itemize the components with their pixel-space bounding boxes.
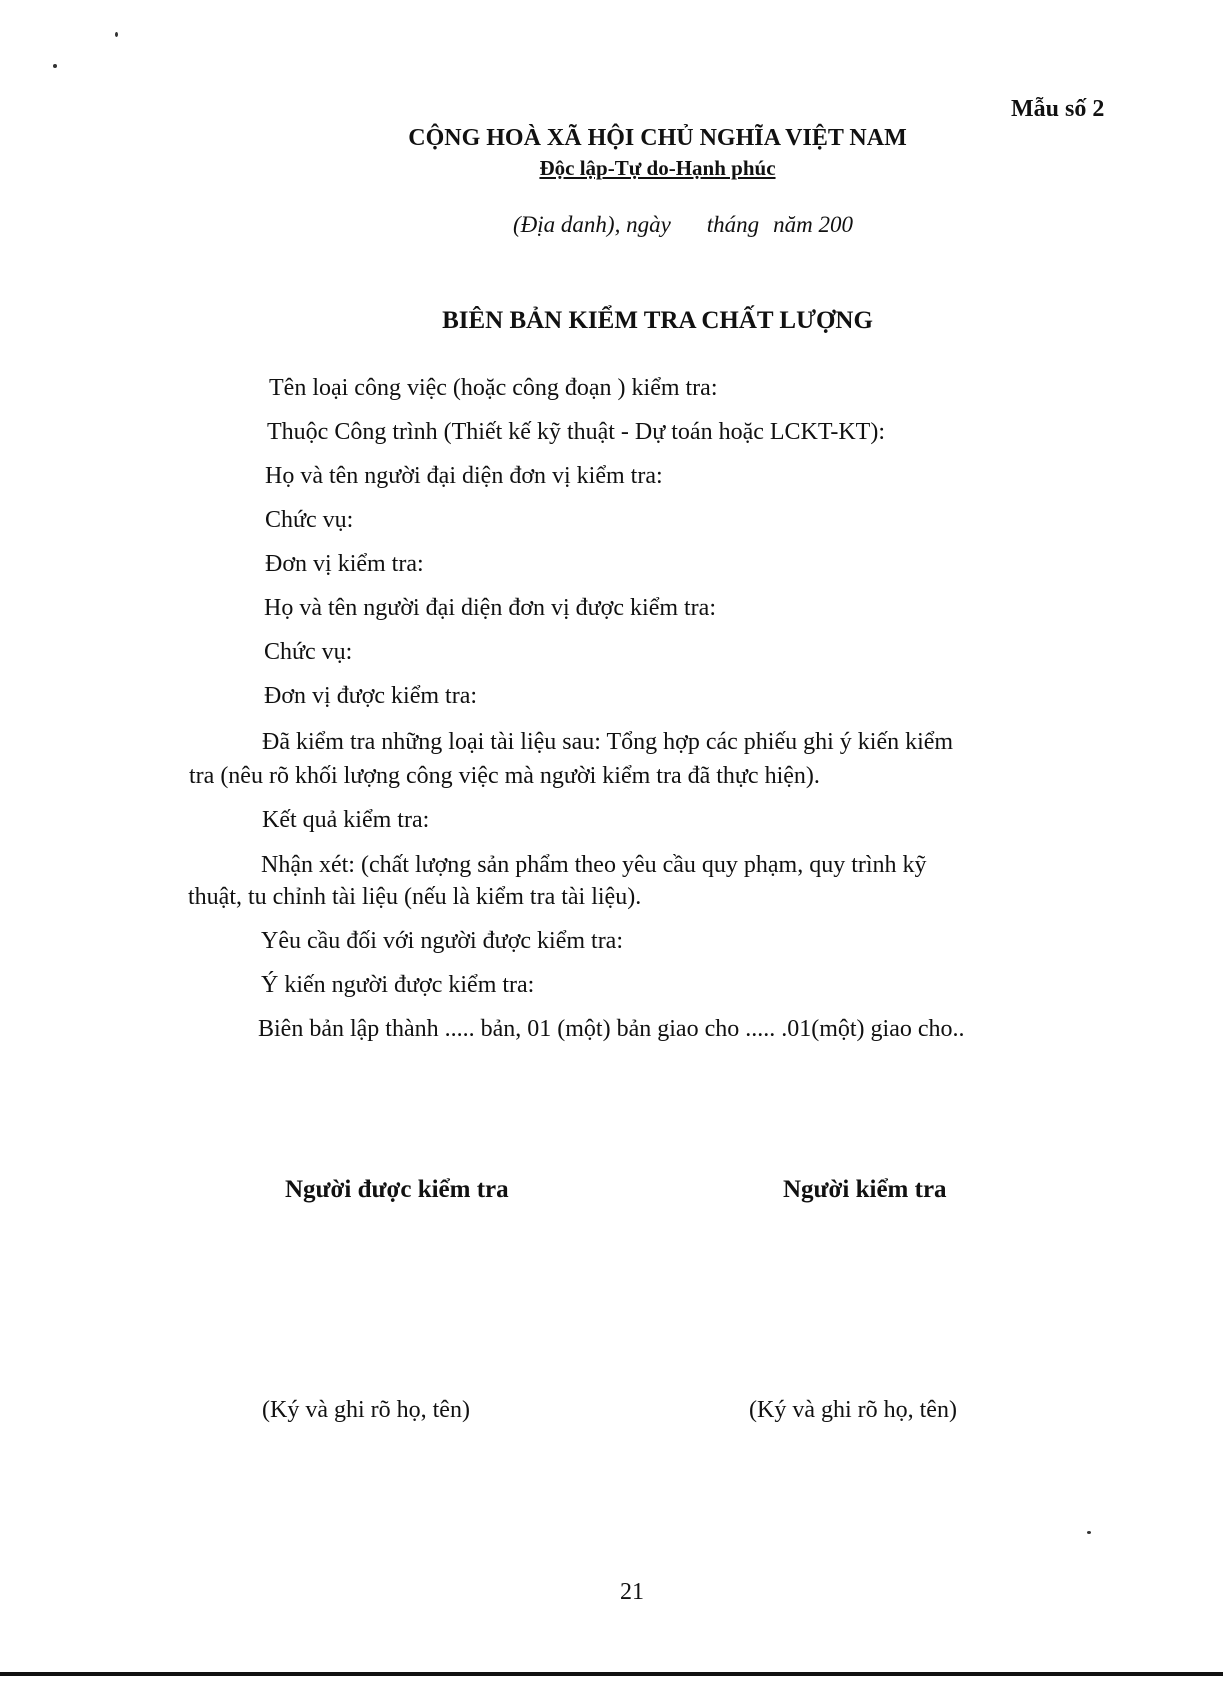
field-documents-line2: tra (nêu rõ khối lượng công việc mà người kiểm tra đã thực hiện). bbox=[189, 763, 820, 789]
field-requirements: Yêu cầu đối với người được kiểm tra: bbox=[261, 928, 624, 954]
page-number: 21 bbox=[620, 1579, 644, 1605]
form-number: Mẫu số 2 bbox=[1011, 96, 1105, 122]
signature-note-inspected: (Ký và ghi rõ họ, tên) bbox=[262, 1397, 470, 1423]
field-opinion: Ý kiến người được kiểm tra: bbox=[261, 972, 535, 998]
national-title: CỘNG HOÀ XÃ HỘI CHỦ NGHĨA VIỆT NAM bbox=[408, 125, 907, 151]
field-remarks-line2: thuật, tu chỉnh tài liệu (nếu là kiểm tra tài liệu). bbox=[188, 884, 642, 910]
scan-speck bbox=[115, 32, 118, 37]
page-bottom-edge bbox=[0, 1672, 1223, 1676]
signature-title-inspector: Người kiểm tra bbox=[783, 1176, 947, 1203]
dateline-year: năm 200 bbox=[773, 212, 854, 237]
field-result: Kết quả kiểm tra: bbox=[262, 807, 430, 833]
dateline bbox=[513, 212, 853, 238]
field-work-type: Tên loại công việc (hoặc công đoạn ) kiểm tra: bbox=[269, 375, 718, 401]
field-inspector-unit: Đơn vị kiểm tra: bbox=[265, 551, 424, 577]
scan-speck bbox=[1087, 1531, 1091, 1534]
field-inspector-position: Chức vụ: bbox=[265, 507, 354, 533]
field-inspector-name: Họ và tên người đại diện đơn vị kiểm tra: bbox=[265, 463, 663, 489]
field-remarks-line1: Nhận xét: (chất lượng sản phẩm theo yêu cầu quy phạm, quy trình kỹ bbox=[261, 852, 927, 878]
signature-title-inspected: Người được kiểm tra bbox=[285, 1176, 509, 1203]
signature-note-inspector: (Ký và ghi rõ họ, tên) bbox=[749, 1397, 957, 1423]
dateline-place-day: (Địa danh), ngày bbox=[513, 212, 671, 237]
field-inspected-position: Chức vụ: bbox=[264, 639, 353, 665]
scan-speck bbox=[53, 64, 57, 68]
field-inspected-unit: Đơn vị được kiểm tra: bbox=[264, 683, 478, 709]
field-copies: Biên bản lập thành ..... bản, 01 (một) bản giao cho ..... .01(một) giao cho.. bbox=[258, 1016, 965, 1042]
document-title: BIÊN BẢN KIỂM TRA CHẤT LƯỢNG bbox=[442, 307, 873, 334]
field-inspected-name: Họ và tên người đại diện đơn vị được kiểm tra: bbox=[264, 595, 716, 621]
field-project: Thuộc Công trình (Thiết kế kỹ thuật - Dự toán hoặc LCKT-KT): bbox=[267, 419, 885, 445]
national-motto-text: Độc lập-Tự do-Hạnh phúc bbox=[539, 156, 776, 180]
national-motto bbox=[0, 156, 1223, 181]
dateline-month: tháng bbox=[706, 212, 760, 237]
field-documents-line1: Đã kiểm tra những loại tài liệu sau: Tổng hợp các phiếu ghi ý kiến kiểm bbox=[262, 729, 954, 755]
